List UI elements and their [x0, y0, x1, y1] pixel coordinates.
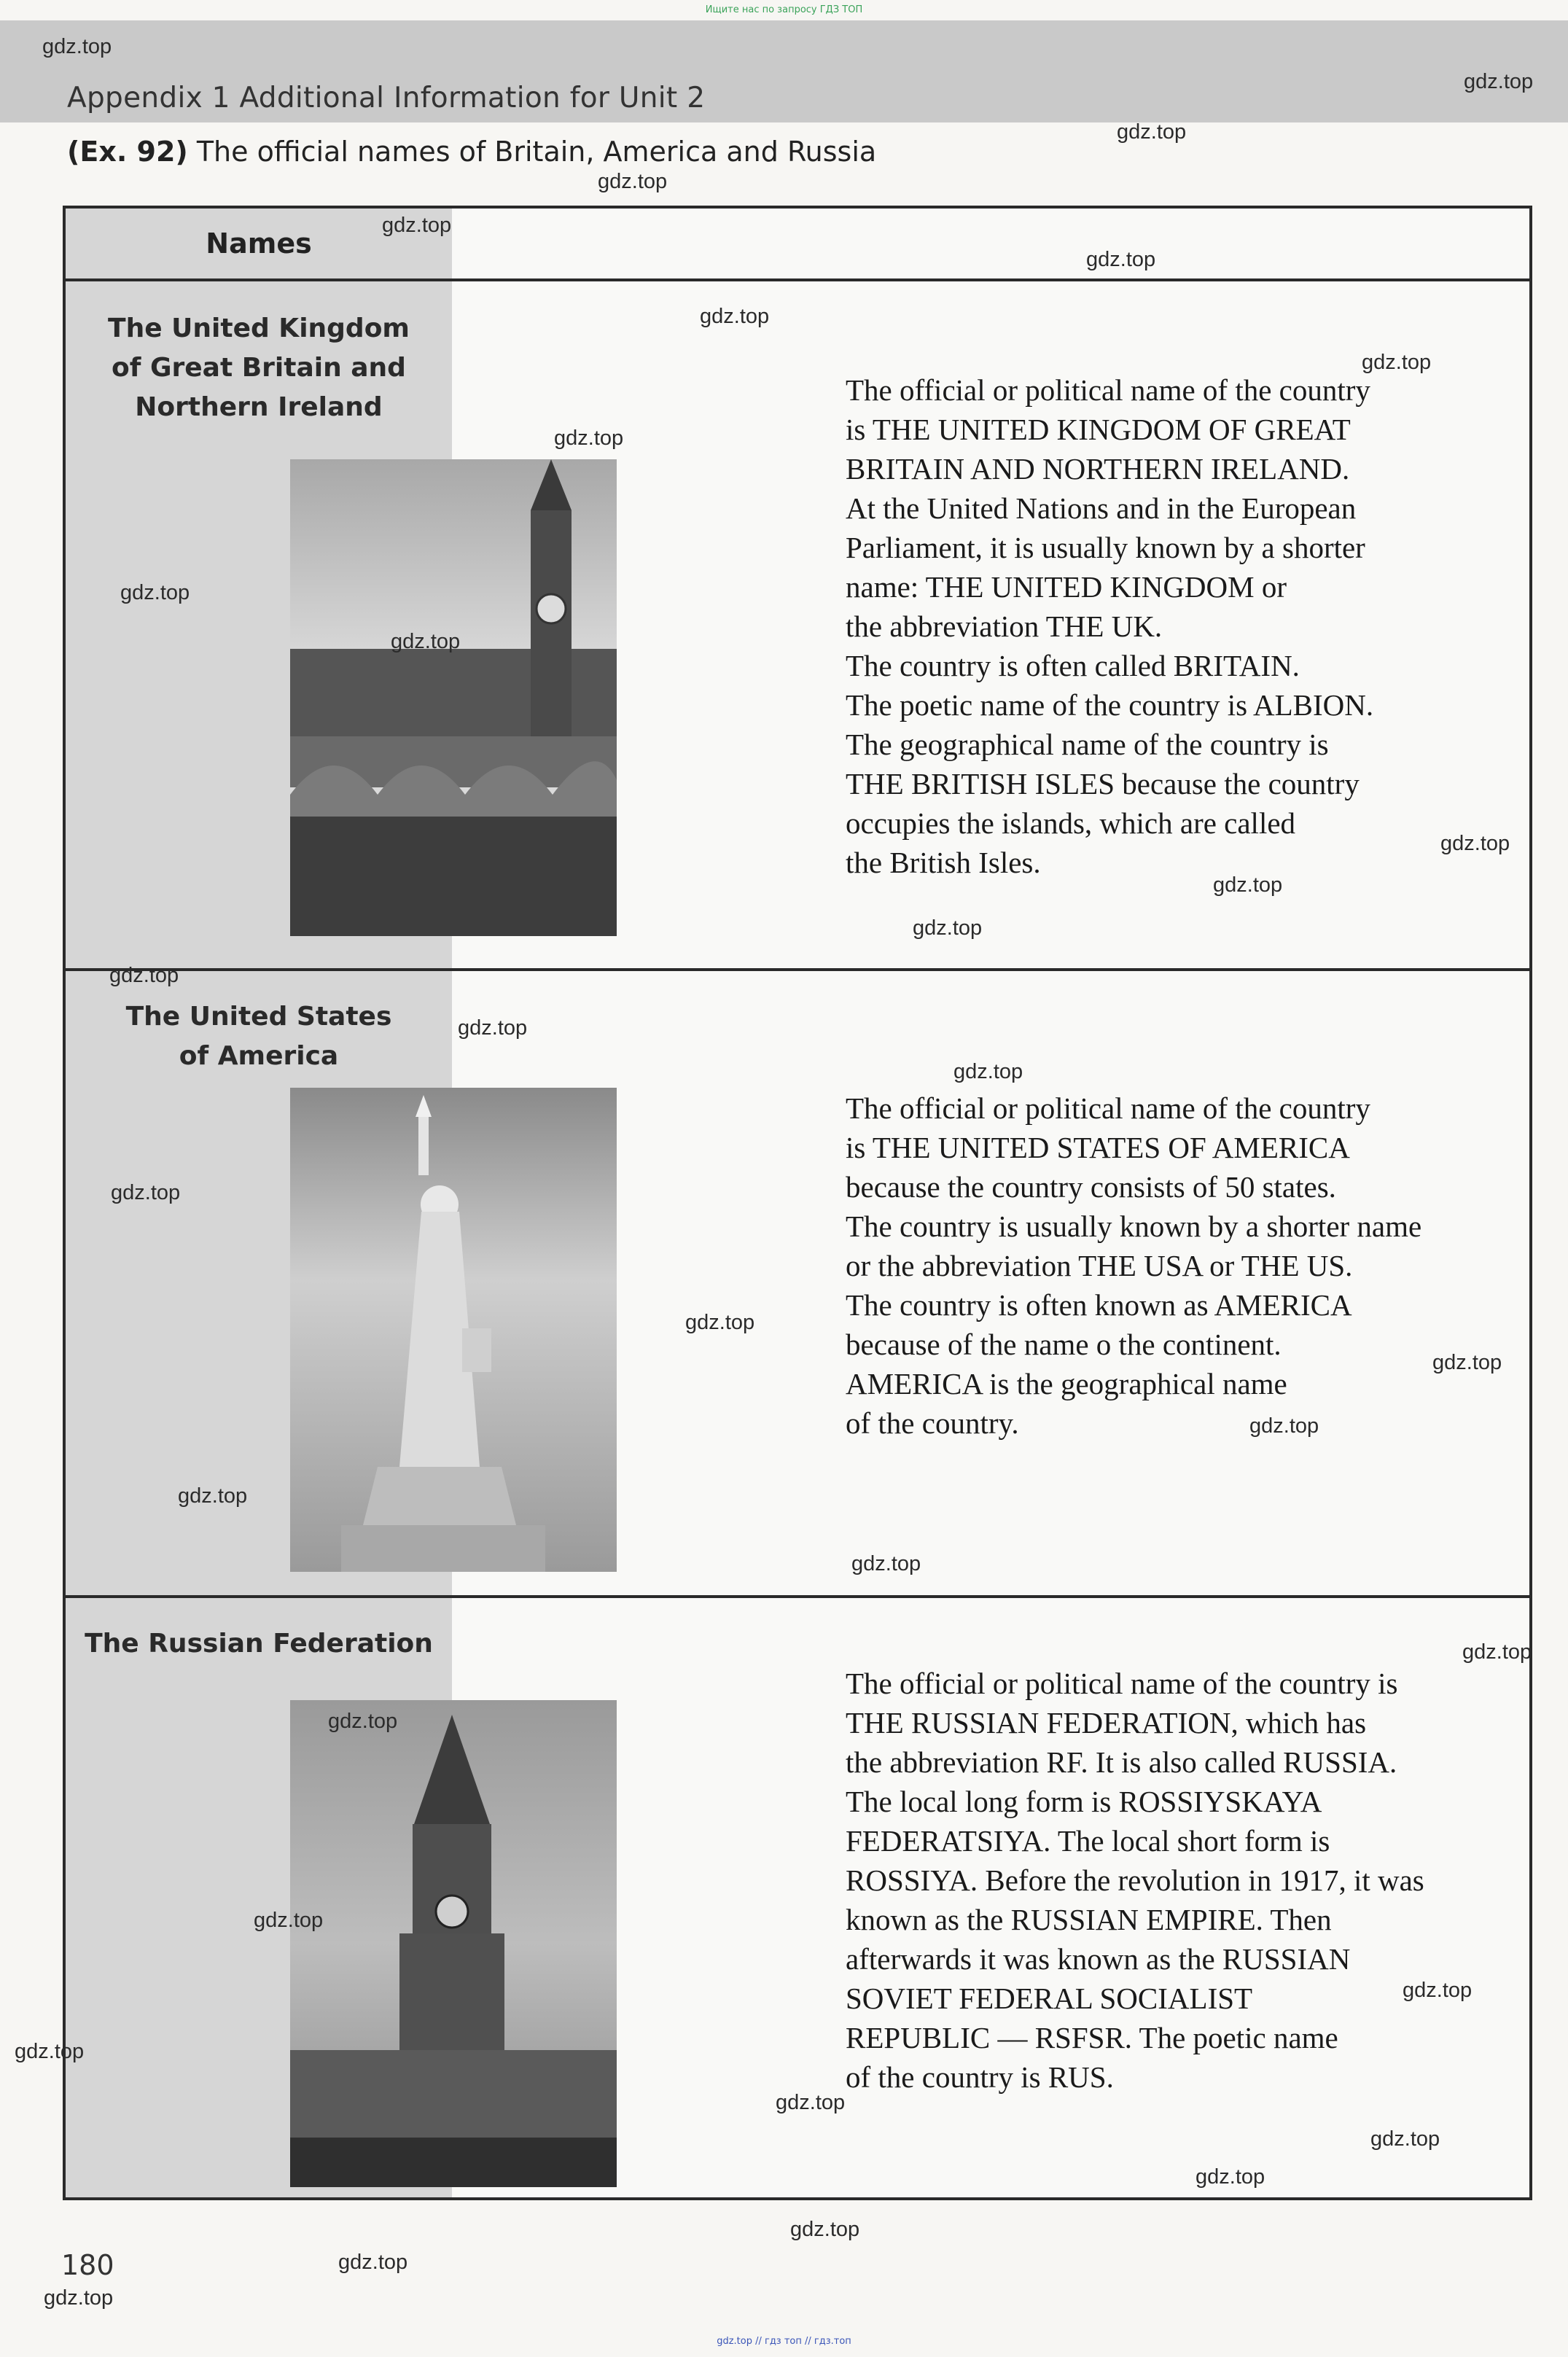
watermark: gdz.top: [554, 426, 624, 450]
description-line: ROSSIYA. Before the revolution in 1917, it was: [846, 1863, 1424, 1897]
names-column-header: Names: [206, 227, 312, 260]
description-line: THE RUSSIAN FEDERATION, which has: [846, 1706, 1367, 1739]
description-line: THE BRITISH ISLES because the country: [846, 767, 1360, 800]
watermark: gdz.top: [1432, 1351, 1502, 1374]
description-line: The official or political name of the country is: [846, 1667, 1398, 1700]
description-russia: [846, 1664, 1516, 2097]
watermark: gdz.top: [913, 916, 983, 940]
row-title-line: Northern Ireland: [135, 392, 383, 422]
top-banner: Ищите нас по запросу ГДЗ ТОП: [705, 4, 863, 15]
watermark: gdz.top: [44, 2286, 114, 2310]
description-line: The local long form is ROSSIYSKAYA: [846, 1785, 1322, 1818]
description-line: is THE UNITED STATES OF AMERICA: [846, 1131, 1350, 1164]
description-usa: [846, 1088, 1516, 1443]
row-title-line: of Great Britain and: [112, 353, 406, 383]
description-uk: [846, 370, 1516, 882]
row-divider: [63, 1595, 1532, 1598]
row-title-usa: [66, 997, 452, 1076]
exercise-title: [67, 136, 876, 168]
description-line: because the country consists of 50 states.: [846, 1170, 1336, 1204]
watermark: gdz.top: [1117, 120, 1187, 144]
watermark: gdz.top: [328, 1710, 398, 1733]
spasskaya-tower-photo: [290, 1700, 617, 2187]
watermark: gdz.top: [1462, 1640, 1532, 1664]
description-line: BRITAIN AND NORTHERN IRELAND.: [846, 452, 1350, 486]
watermark: gdz.top: [15, 2040, 85, 2063]
watermark: gdz.top: [1249, 1414, 1319, 1438]
watermark: gdz.top: [1440, 832, 1510, 855]
description-line: because of the name o the continent.: [846, 1328, 1282, 1361]
row-title-line: The United Kingdom: [108, 313, 410, 343]
description-line: the abbreviation THE UK.: [846, 609, 1163, 643]
description-line: of the country.: [846, 1406, 1019, 1440]
description-line: The official or political name of the country: [846, 1091, 1370, 1125]
description-line: the British Isles.: [846, 846, 1041, 879]
watermark: gdz.top: [382, 214, 452, 237]
watermark: gdz.top: [338, 2251, 408, 2274]
description-line: Parliament, it is usually known by a shorter: [846, 531, 1365, 564]
row-title-russia: [66, 1624, 452, 1664]
description-line: REPUBLIC — RSFSR. The poetic name: [846, 2021, 1338, 2054]
description-line: At the United Nations and in the European: [846, 491, 1357, 525]
row-title-line: The Russian Federation: [85, 1629, 433, 1659]
watermark: gdz.top: [790, 2218, 860, 2241]
description-line: The country is usually known by a shorter name: [846, 1209, 1422, 1243]
watermark: gdz.top: [1370, 2127, 1440, 2151]
description-line: The geographical name of the country is: [846, 728, 1329, 761]
description-line: afterwards it was known as the RUSSIAN: [846, 1942, 1351, 1976]
watermark: gdz.top: [1213, 873, 1283, 897]
description-line: or the abbreviation THE USA or THE US.: [846, 1249, 1353, 1282]
row-divider: [63, 968, 1532, 971]
row-title-line: of America: [179, 1041, 339, 1071]
watermark: gdz.top: [700, 305, 770, 328]
statue-of-liberty-photo: [290, 1088, 617, 1572]
watermark: gdz.top: [1195, 2165, 1265, 2189]
watermark: gdz.top: [111, 1181, 181, 1204]
watermark: gdz.top: [458, 1016, 528, 1040]
watermark: gdz.top: [851, 1552, 921, 1575]
row-title-uk: [66, 309, 452, 427]
description-line: occupies the islands, which are called: [846, 806, 1296, 840]
bottom-banner: gdz.top // гдз топ // гдз.топ: [717, 2336, 851, 2347]
description-line: The country is often known as AMERICA: [846, 1288, 1352, 1322]
watermark: gdz.top: [1464, 70, 1534, 93]
watermark: gdz.top: [1403, 1979, 1473, 2002]
watermark: gdz.top: [42, 35, 112, 58]
header-divider: [63, 278, 1532, 281]
watermark: gdz.top: [120, 581, 190, 604]
row-title-line: The United States: [125, 1002, 392, 1032]
description-line: of the country is RUS.: [846, 2060, 1114, 2094]
page-number: 180: [61, 2249, 114, 2281]
exercise-text: The official names of Britain, America and Russia: [196, 136, 877, 168]
description-line: known as the RUSSIAN EMPIRE. Then: [846, 1903, 1332, 1936]
description-line: The official or political name of the country: [846, 373, 1370, 407]
watermark: gdz.top: [1362, 351, 1432, 374]
description-line: The poetic name of the country is ALBION.: [846, 688, 1374, 722]
watermark: gdz.top: [178, 1484, 248, 1508]
description-line: name: THE UNITED KINGDOM or: [846, 570, 1287, 604]
watermark: gdz.top: [598, 170, 668, 193]
watermark: gdz.top: [685, 1311, 755, 1334]
watermark: gdz.top: [109, 964, 179, 987]
description-line: SOVIET FEDERAL SOCIALIST: [846, 1982, 1253, 2015]
description-line: AMERICA is the geographical name: [846, 1367, 1287, 1400]
watermark: gdz.top: [391, 630, 461, 653]
appendix-title: Appendix 1 Additional Information for Unit 2: [67, 82, 706, 114]
watermark: gdz.top: [953, 1060, 1023, 1083]
description-line: The country is often called BRITAIN.: [846, 649, 1300, 682]
watermark: gdz.top: [254, 1909, 324, 1932]
description-line: FEDERATSIYA. The local short form is: [846, 1824, 1330, 1858]
watermark: gdz.top: [1086, 248, 1156, 271]
description-line: is THE UNITED KINGDOM OF GREAT: [846, 413, 1351, 446]
description-line: the abbreviation RF. It is also called RUSSIA.: [846, 1745, 1397, 1779]
watermark: gdz.top: [776, 2091, 846, 2114]
big-ben-photo: [290, 459, 617, 936]
exercise-label: (Ex. 92): [67, 136, 188, 168]
